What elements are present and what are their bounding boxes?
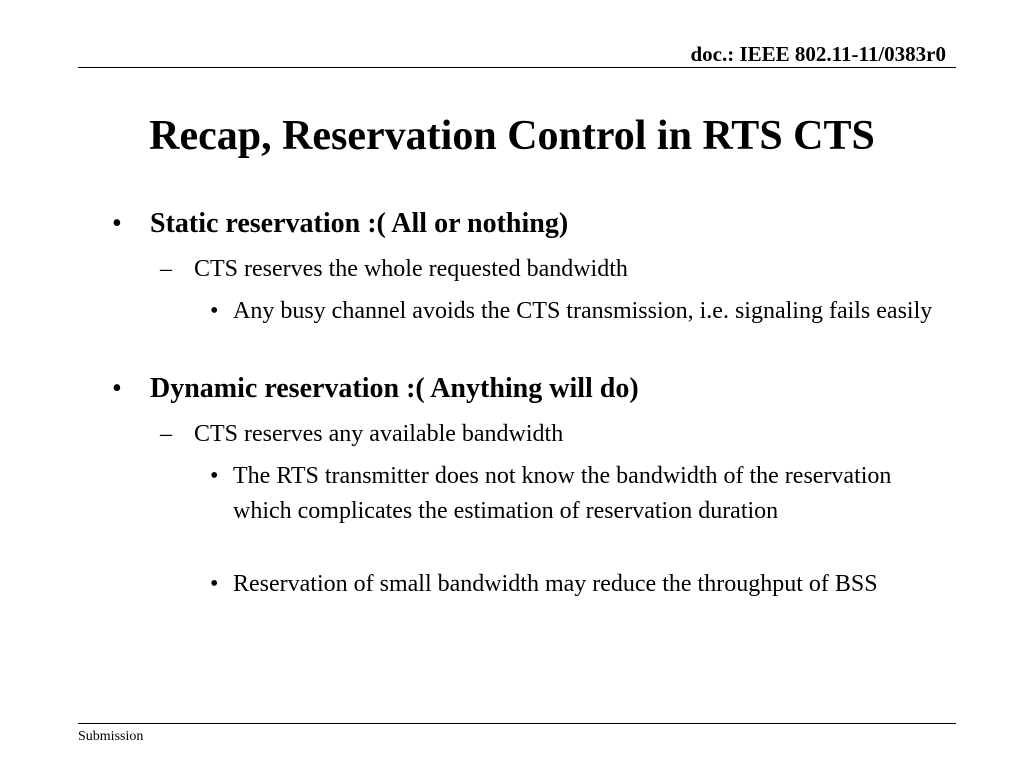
document-id: doc.: IEEE 802.11-11/0383r0 [690, 42, 946, 66]
sub-bullet-cts-any-bandwidth: CTS reserves any available bandwidth [194, 421, 564, 447]
footer-submission-label: Submission [78, 729, 144, 744]
bullet-static-reservation: Static reservation :( All or nothing) [150, 208, 569, 239]
bullet-marker: • [210, 463, 219, 489]
bullet-marker: • [112, 208, 122, 239]
bullet-dynamic-reservation: Dynamic reservation :( Anything will do) [150, 373, 639, 404]
point-rts-transmitter: The RTS transmitter does not know the bandwidth of the reservation which complicates the estimation of reservation duration [233, 463, 892, 524]
sub-bullet-cts-whole-bandwidth: CTS reserves the whole requested bandwidth [194, 256, 628, 282]
bullet-marker: • [112, 373, 122, 404]
slide-title: Recap, Reservation Control in RTS CTS [149, 113, 875, 159]
dash-marker: – [160, 421, 172, 447]
bullet-marker: • [210, 298, 219, 324]
point-busy-channel: Any busy channel avoids the CTS transmission, i.e. signaling fails easily [233, 298, 933, 324]
footer-divider [78, 723, 956, 724]
bullet-marker: • [210, 571, 219, 597]
point-small-bandwidth: Reservation of small bandwidth may reduce the throughput of BSS [233, 571, 878, 597]
dash-marker: – [160, 256, 172, 282]
